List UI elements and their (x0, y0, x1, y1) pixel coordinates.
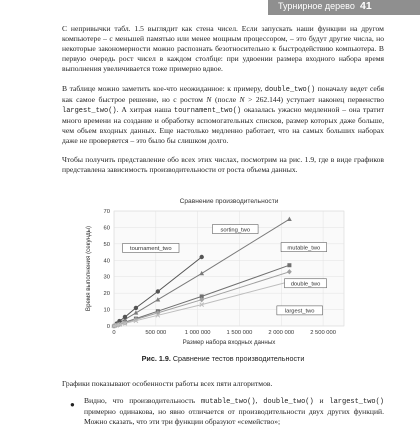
inline-code: largest_two() (62, 107, 117, 115)
text-run: Чтобы получить представление обо всех этих числах, посмотрим на рис. 1.9, где в виде графиков представлена зависимость производительности от роста объема данных. (62, 155, 384, 174)
y-tick-label: 50 (103, 241, 110, 248)
annotation-label: tournament_two (130, 246, 172, 253)
text-run: (после (211, 95, 240, 104)
paragraph-2 (62, 84, 384, 146)
caption-label: Рис. 1.9. (141, 354, 171, 363)
text-run: С непривычки табл. 1.5 выглядит как стена чисел. Если запускать наши функции на другом компьютере – с меньшей памятью или менее мощным процессором, – это будут другие числа, но некоторые закономерности можно распознать безотносительно к быстродействию компьютера. В первую очередь рост чисел в каждом столбце: при удвоении размера входного набора время выполнения увеличивается тоже примерно вдвое. (62, 24, 384, 73)
text-run: примерно одинакова, но явно отличается от производительности двух других функций. Можно сказать, что эти три функции образуют «семейство»; (84, 407, 384, 426)
inline-code: mutable_two() (200, 398, 256, 406)
annotation-label: mutable_two (287, 245, 321, 252)
performance-chart (62, 194, 384, 352)
data-point (134, 306, 138, 310)
y-tick-label: 10 (103, 307, 110, 314)
y-axis-label: Время выполнения (секунды) (85, 225, 92, 312)
text-run: Видно, что производительность (84, 396, 201, 405)
inline-code: double_two() (264, 86, 316, 94)
chart-title: Сравнение производительности (179, 198, 279, 205)
x-tick-label: 500 000 (145, 330, 167, 336)
data-point (287, 263, 291, 267)
bullet-icon: ● (70, 400, 75, 409)
data-point (156, 289, 160, 293)
bullet-item (84, 396, 384, 427)
annotation-label: sorting_two (220, 227, 251, 234)
y-tick-label: 60 (103, 225, 110, 232)
text-run: N (206, 95, 212, 104)
page-header (0, 0, 420, 15)
text-run: и (313, 396, 330, 405)
y-tick-label: 40 (103, 258, 110, 265)
data-point (123, 315, 127, 319)
chart-svg (62, 194, 384, 352)
text-run: оказалась ужасно медленной – она тратит много времени на создание и обработку вспомогательных списков, размер которых даже больше, чем объем входных данных. Еще настолько медленно работает, что на самых больших наборах даже не проверяется – это было бы слишком долго. (62, 105, 384, 145)
text-run: . А хитрая наша (116, 105, 174, 114)
text-run: поначалу ведет себя как самое быстрое решение, но с ростом (62, 84, 384, 104)
x-tick-label: 0 (112, 330, 116, 336)
text-run: В таблице можно заметить кое-что неожиданное: к примеру, (62, 84, 265, 93)
text-run: N (239, 95, 245, 104)
caption-text: Сравнение тестов производительности (170, 354, 305, 363)
after-chart-paragraph: Графики показывают особенности работы всех пяти алгоритмов. (62, 379, 273, 388)
x-tick-label: 2 000 000 (268, 330, 295, 336)
inline-code: double_two() (263, 398, 314, 406)
y-tick-label: 30 (103, 274, 110, 281)
inline-code: tournament_two() (173, 107, 242, 115)
figure-caption (62, 354, 384, 363)
x-tick-label: 1 000 000 (184, 330, 211, 336)
y-tick-label: 20 (103, 291, 110, 298)
y-tick-label: 70 (103, 209, 110, 215)
x-axis-label: Размер набора входных данных (182, 339, 276, 346)
annotation-label: largest_two (284, 308, 315, 315)
x-tick-label: 2 500 000 (310, 330, 336, 336)
page-number: 41 (360, 0, 372, 12)
y-tick-label: 0 (106, 324, 110, 330)
annotation-label: double_two (290, 281, 321, 288)
text-run: > 262.144) уступает наконец первенство (244, 95, 384, 104)
paragraph-3 (62, 155, 384, 175)
inline-code: largest_two() (329, 398, 384, 406)
header-title: Турнирное дерево (278, 1, 355, 11)
data-point (199, 255, 203, 259)
text-run: , (255, 396, 264, 405)
x-tick-label: 1 500 000 (226, 330, 253, 336)
paragraph-1 (62, 24, 384, 74)
